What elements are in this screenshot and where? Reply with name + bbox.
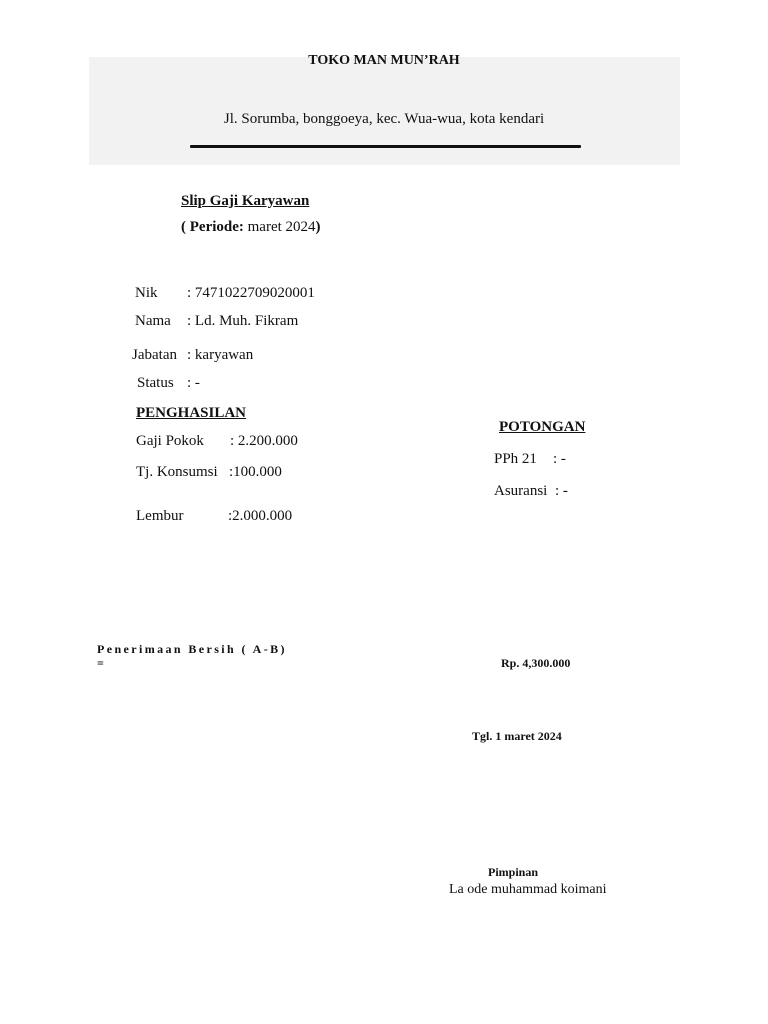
- period-close: ): [315, 219, 321, 235]
- name-value: : Ld. Muh. Fikram: [187, 313, 299, 329]
- deduction-item-value: : -: [553, 451, 566, 467]
- income-title: PENGHASILAN: [136, 405, 247, 421]
- nik-value: : 7471022709020001: [187, 285, 315, 301]
- slip-title: Slip Gaji Karyawan: [181, 193, 310, 209]
- net-pay-label: Penerimaan Bersih ( A-B): [97, 642, 287, 656]
- income-item-value: : 2.200.000: [230, 433, 298, 449]
- name-label: Nama: [135, 313, 171, 329]
- letterhead-divider: [190, 145, 581, 148]
- signatory-title: Pimpinan: [488, 865, 539, 879]
- period-open: (: [181, 219, 190, 235]
- status-label: Status: [137, 375, 174, 391]
- period-value: maret 2024: [243, 219, 316, 235]
- income-item-label: Tj. Konsumsi: [136, 464, 218, 480]
- net-pay-value: Rp. 4,300.000: [501, 656, 571, 670]
- deductions-title: POTONGAN: [499, 419, 586, 435]
- deduction-item-value: : -: [555, 483, 568, 499]
- signatory-name: La ode muhammad koimani: [449, 882, 607, 897]
- deduction-item-label: PPh 21: [494, 451, 537, 467]
- position-label: Jabatan: [132, 347, 177, 363]
- period-label: Periode:: [189, 219, 244, 235]
- nik-label: Nik: [135, 285, 158, 301]
- store-address: Jl. Sorumba, bonggoeya, kec. Wua-wua, kota kendari: [223, 111, 545, 127]
- income-item-label: Lembur: [136, 508, 184, 524]
- income-item-label: Gaji Pokok: [136, 433, 204, 449]
- status-value: : -: [187, 375, 200, 391]
- store-name: TOKO MAN MUN’RAH: [308, 53, 460, 68]
- slip-period: [181, 219, 321, 236]
- net-pay-equals: =: [97, 656, 104, 670]
- income-item-value: :100.000: [229, 464, 282, 480]
- income-item-value: :2.000.000: [228, 508, 293, 524]
- slip-date: Tgl. 1 maret 2024: [472, 729, 562, 743]
- deduction-item-label: Asuransi: [494, 483, 548, 499]
- position-value: : karyawan: [187, 347, 254, 363]
